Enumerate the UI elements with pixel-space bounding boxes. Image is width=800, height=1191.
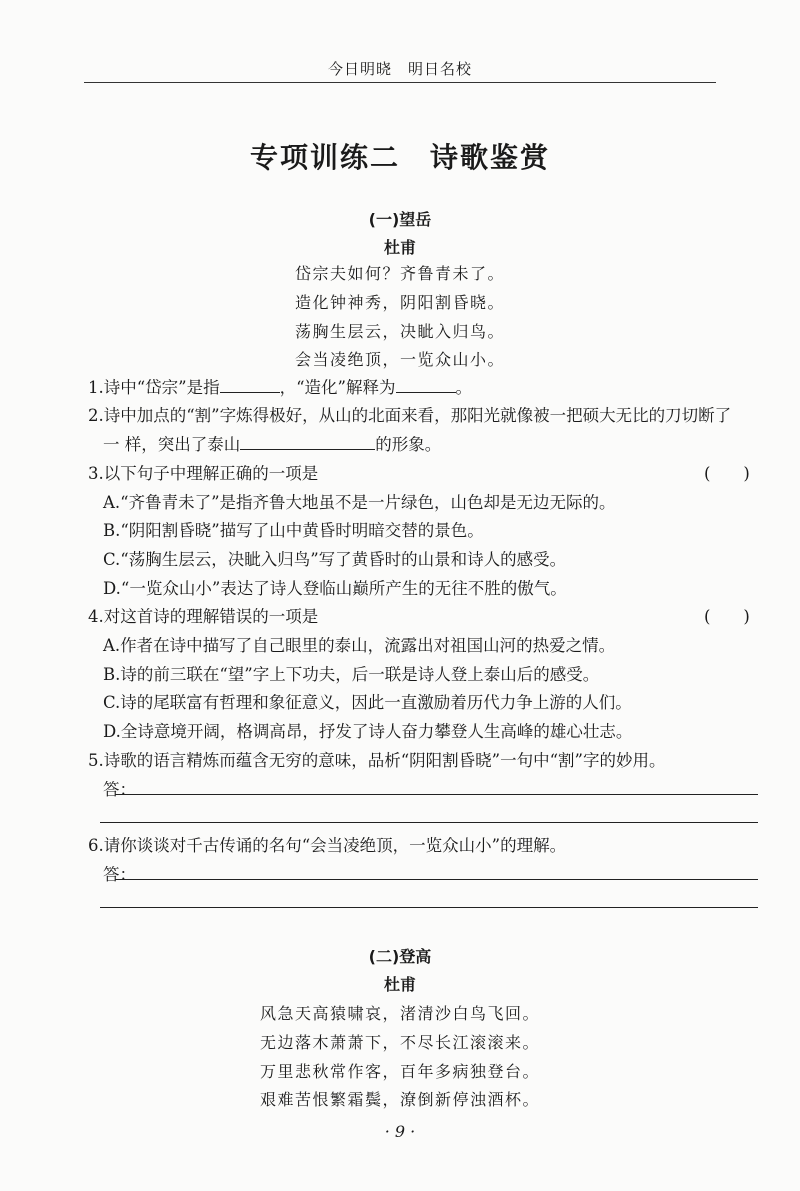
- poem-line: 无边落木萧萧下，不尽长江滚滚来。: [259, 1033, 540, 1052]
- q5-answer-label: 答：: [103, 780, 136, 799]
- poem-line: 万里悲秋常作客，百年多病独登台。: [259, 1062, 540, 1081]
- q4-option-a: A.作者在诗中描写了自己眼里的泰山，流露出对祖国山河的热爱之情。: [103, 636, 616, 655]
- poem-line: 岱宗夫如何？齐鲁青未了。: [294, 264, 505, 283]
- question-3: 3.以下句子中理解正确的一项是: [88, 464, 319, 483]
- q2-text: 的形象。: [375, 435, 442, 454]
- section1-heading: (一)望岳: [368, 210, 432, 229]
- q3-option-b: B.“阴阳割昏晓”描写了山中黄昏时明暗交替的景色。: [103, 521, 484, 540]
- running-header: 今日明晓 明日名校: [327, 60, 472, 78]
- q2-blank[interactable]: [240, 435, 375, 450]
- poem-line: 艰难苦恨繁霜鬓，潦倒新停浊酒杯。: [259, 1090, 540, 1109]
- q4-option-b: B.诗的前三联在“望”字上下功夫，后一联是诗人登上泰山后的感受。: [103, 665, 600, 684]
- question-2-cont: [103, 431, 441, 455]
- q4-answer-paren[interactable]: ( ): [704, 607, 750, 626]
- question-5: 5.诗歌的语言精炼而蕴含无穷的意味，品析“阴阳割昏晓”一句中“割”字的妙用。: [88, 751, 666, 770]
- section2-author: 杜甫: [383, 975, 416, 994]
- q6-answer-line-1[interactable]: [115, 879, 758, 880]
- q1-blank-2[interactable]: [396, 378, 456, 393]
- poem-line: 荡胸生层云，决眦入归鸟。: [294, 322, 505, 341]
- poem-line: 风急天高猿啸哀，渚清沙白鸟飞回。: [259, 1004, 540, 1023]
- q3-option-a: A.“齐鲁青未了”是指齐鲁大地虽不是一片绿色，山色却是无边无际的。: [103, 493, 616, 512]
- header-rule: [84, 82, 716, 83]
- q3-option-d: D.“一览众山小”表达了诗人登临山巅所产生的无往不胜的傲气。: [103, 579, 567, 598]
- q4-option-c: C.诗的尾联富有哲理和象征意义，因此一直激励着历代力争上游的人们。: [103, 693, 632, 712]
- q1-text: 1.诗中“岱宗”是指: [88, 378, 220, 397]
- question-1: [88, 374, 472, 398]
- section1-author: 杜甫: [383, 238, 416, 257]
- page-number: · 9 ·: [384, 1122, 416, 1141]
- q6-answer-line-2[interactable]: [100, 907, 758, 908]
- q5-answer-line-1[interactable]: [115, 794, 758, 795]
- q3-option-c: C.“荡胸生层云，决眦入归鸟”写了黄昏时的山景和诗人的感受。: [103, 550, 567, 569]
- q5-answer-line-2[interactable]: [100, 822, 758, 823]
- page-title: 专项训练二 诗歌鉴赏: [249, 141, 550, 174]
- q6-answer-label: 答：: [103, 865, 136, 884]
- question-4: 4.对这首诗的理解错误的一项是: [88, 607, 319, 626]
- q1-text: ，“造化”解释为: [279, 378, 396, 397]
- q1-text: 。: [455, 378, 472, 397]
- q3-answer-paren[interactable]: ( ): [704, 464, 750, 483]
- question-6: 6.请你谈谈对千古传诵的名句“会当凌绝顶，一览众山小”的理解。: [88, 836, 567, 855]
- q2-text: 一 样，突出了泰山: [103, 435, 241, 454]
- poem-line: 造化钟神秀，阴阳割昏晓。: [294, 293, 505, 312]
- question-2: 2.诗中加点的“割”字炼得极好，从山的北面来看，那阳光就像被一把硕大无比的刀切断了: [88, 406, 732, 425]
- poem-line: 会当凌绝顶，一览众山小。: [294, 350, 505, 369]
- q1-blank-1[interactable]: [220, 378, 280, 393]
- section2-heading: (二)登高: [368, 947, 432, 966]
- q4-option-d: D.全诗意境开阔，格调高昂，抒发了诗人奋力攀登人生高峰的雄心壮志。: [103, 722, 633, 741]
